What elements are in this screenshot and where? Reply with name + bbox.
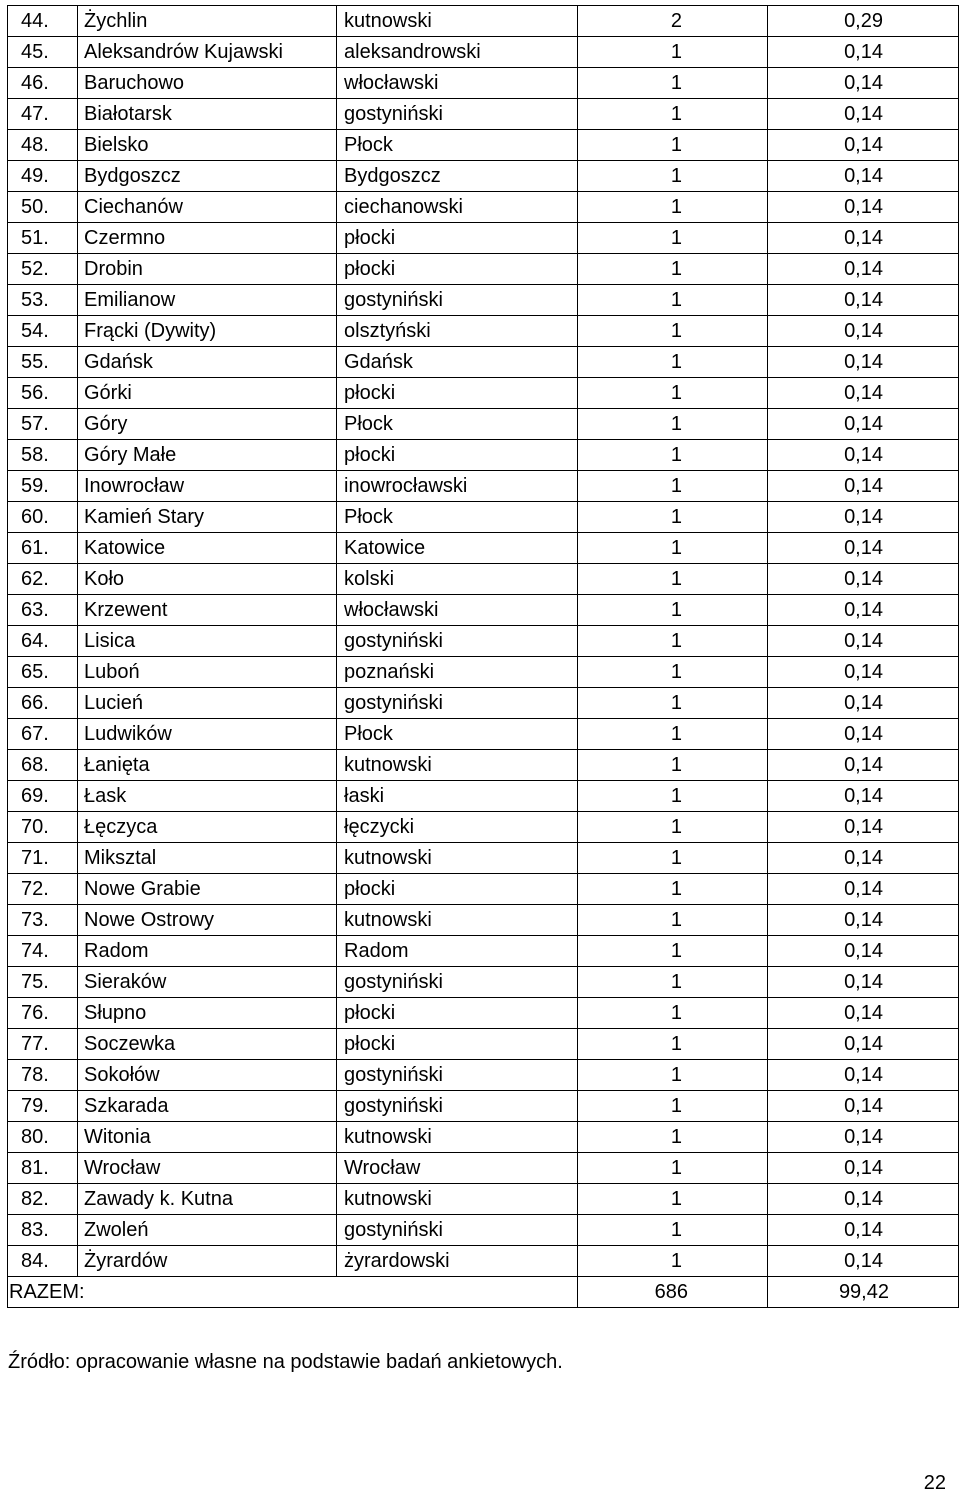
respondent-count: 1 (578, 99, 768, 130)
row-number: 57. (8, 409, 78, 440)
locations-table (7, 5, 959, 1308)
percent-share: 0,14 (768, 285, 959, 316)
respondent-count: 1 (578, 657, 768, 688)
percent-share: 0,14 (768, 378, 959, 409)
place-name: Łanięta (78, 750, 337, 781)
table-row (8, 316, 959, 347)
district-name: gostyniński (337, 626, 578, 657)
district-name: gostyniński (337, 99, 578, 130)
table-row (8, 347, 959, 378)
table-row (8, 533, 959, 564)
place-name: Miksztal (78, 843, 337, 874)
row-number: 81. (8, 1153, 78, 1184)
row-number: 74. (8, 936, 78, 967)
row-number: 63. (8, 595, 78, 626)
respondent-count: 1 (578, 998, 768, 1029)
percent-share: 0,14 (768, 564, 959, 595)
district-name: Bydgoszcz (337, 161, 578, 192)
respondent-count: 1 (578, 378, 768, 409)
table-row (8, 874, 959, 905)
place-name: Krzewent (78, 595, 337, 626)
table-row (8, 1122, 959, 1153)
district-name: żyrardowski (337, 1246, 578, 1277)
place-name: Radom (78, 936, 337, 967)
respondent-count: 1 (578, 874, 768, 905)
row-number: 46. (8, 68, 78, 99)
percent-share: 0,14 (768, 409, 959, 440)
row-number: 72. (8, 874, 78, 905)
percent-share: 0,14 (768, 192, 959, 223)
table-row (8, 1029, 959, 1060)
place-name: Sieraków (78, 967, 337, 998)
table-body (8, 6, 959, 1277)
respondent-count: 1 (578, 595, 768, 626)
row-number: 71. (8, 843, 78, 874)
row-number: 61. (8, 533, 78, 564)
row-number: 56. (8, 378, 78, 409)
row-number: 47. (8, 99, 78, 130)
district-name: łęczycki (337, 812, 578, 843)
respondent-count: 1 (578, 843, 768, 874)
respondent-count: 1 (578, 347, 768, 378)
place-name: Słupno (78, 998, 337, 1029)
district-name: kutnowski (337, 6, 578, 37)
respondent-count: 1 (578, 409, 768, 440)
table-row (8, 223, 959, 254)
row-number: 44. (8, 6, 78, 37)
district-name: płocki (337, 440, 578, 471)
place-name: Góry Małe (78, 440, 337, 471)
place-name: Bydgoszcz (78, 161, 337, 192)
percent-share: 0,14 (768, 130, 959, 161)
place-name: Łęczyca (78, 812, 337, 843)
percent-share: 0,14 (768, 1184, 959, 1215)
respondent-count: 1 (578, 967, 768, 998)
percent-share: 0,14 (768, 161, 959, 192)
percent-share: 0,14 (768, 750, 959, 781)
place-name: Kamień Stary (78, 502, 337, 533)
district-name: włocławski (337, 68, 578, 99)
district-name: płocki (337, 1029, 578, 1060)
percent-share: 0,14 (768, 719, 959, 750)
place-name: Żyrardów (78, 1246, 337, 1277)
percent-share: 0,14 (768, 471, 959, 502)
respondent-count: 1 (578, 1060, 768, 1091)
table-row (8, 812, 959, 843)
total-percent: 99,42 (768, 1277, 959, 1308)
table-row (8, 1246, 959, 1277)
district-name: kutnowski (337, 843, 578, 874)
percent-share: 0,14 (768, 316, 959, 347)
respondent-count: 1 (578, 254, 768, 285)
row-number: 49. (8, 161, 78, 192)
row-number: 70. (8, 812, 78, 843)
respondent-count: 2 (578, 6, 768, 37)
respondent-count: 1 (578, 1122, 768, 1153)
district-name: gostyniński (337, 285, 578, 316)
place-name: Zwoleń (78, 1215, 337, 1246)
district-name: kutnowski (337, 1184, 578, 1215)
district-name: płocki (337, 874, 578, 905)
total-row (8, 1277, 959, 1308)
place-name: Aleksandrów Kujawski (78, 37, 337, 68)
table-row (8, 750, 959, 781)
place-name: Ludwików (78, 719, 337, 750)
place-name: Koło (78, 564, 337, 595)
row-number: 67. (8, 719, 78, 750)
percent-share: 0,14 (768, 1060, 959, 1091)
district-name: kolski (337, 564, 578, 595)
place-name: Nowe Grabie (78, 874, 337, 905)
table-row (8, 68, 959, 99)
table-row (8, 967, 959, 998)
district-name: płocki (337, 378, 578, 409)
row-number: 58. (8, 440, 78, 471)
place-name: Baruchowo (78, 68, 337, 99)
row-number: 62. (8, 564, 78, 595)
percent-share: 0,14 (768, 688, 959, 719)
row-number: 55. (8, 347, 78, 378)
table-row (8, 719, 959, 750)
respondent-count: 1 (578, 161, 768, 192)
table-row (8, 843, 959, 874)
table-row (8, 998, 959, 1029)
place-name: Górki (78, 378, 337, 409)
table-row (8, 378, 959, 409)
percent-share: 0,14 (768, 781, 959, 812)
percent-share: 0,14 (768, 905, 959, 936)
table-row (8, 471, 959, 502)
row-number: 80. (8, 1122, 78, 1153)
table-row (8, 657, 959, 688)
place-name: Góry (78, 409, 337, 440)
percent-share: 0,14 (768, 874, 959, 905)
table-row (8, 99, 959, 130)
respondent-count: 1 (578, 1246, 768, 1277)
table-row (8, 440, 959, 471)
respondent-count: 1 (578, 905, 768, 936)
percent-share: 0,14 (768, 99, 959, 130)
district-name: Katowice (337, 533, 578, 564)
percent-share: 0,14 (768, 998, 959, 1029)
respondent-count: 1 (578, 440, 768, 471)
table-row (8, 409, 959, 440)
respondent-count: 1 (578, 719, 768, 750)
place-name: Emilianow (78, 285, 337, 316)
total-count: 686 (578, 1277, 768, 1308)
percent-share: 0,14 (768, 1091, 959, 1122)
district-name: gostyniński (337, 967, 578, 998)
table-row (8, 1060, 959, 1091)
row-number: 51. (8, 223, 78, 254)
respondent-count: 1 (578, 285, 768, 316)
table-row (8, 161, 959, 192)
respondent-count: 1 (578, 781, 768, 812)
row-number: 75. (8, 967, 78, 998)
percent-share: 0,14 (768, 254, 959, 285)
percent-share: 0,14 (768, 595, 959, 626)
place-name: Katowice (78, 533, 337, 564)
table-row (8, 595, 959, 626)
district-name: gostyniński (337, 1215, 578, 1246)
percent-share: 0,14 (768, 440, 959, 471)
percent-share: 0,14 (768, 1215, 959, 1246)
row-number: 59. (8, 471, 78, 502)
respondent-count: 1 (578, 626, 768, 657)
district-name: kutnowski (337, 750, 578, 781)
respondent-count: 1 (578, 1215, 768, 1246)
percent-share: 0,14 (768, 1153, 959, 1184)
row-number: 60. (8, 502, 78, 533)
respondent-count: 1 (578, 688, 768, 719)
place-name: Łask (78, 781, 337, 812)
percent-share: 0,14 (768, 626, 959, 657)
place-name: Lisica (78, 626, 337, 657)
district-name: ciechanowski (337, 192, 578, 223)
row-number: 68. (8, 750, 78, 781)
row-number: 45. (8, 37, 78, 68)
table-row (8, 781, 959, 812)
respondent-count: 1 (578, 68, 768, 99)
district-name: włocławski (337, 595, 578, 626)
respondent-count: 1 (578, 1153, 768, 1184)
district-name: Wrocław (337, 1153, 578, 1184)
table-row (8, 626, 959, 657)
row-number: 69. (8, 781, 78, 812)
place-name: Bielsko (78, 130, 337, 161)
respondent-count: 1 (578, 750, 768, 781)
respondent-count: 1 (578, 1029, 768, 1060)
percent-share: 0,14 (768, 347, 959, 378)
table-row (8, 254, 959, 285)
respondent-count: 1 (578, 564, 768, 595)
percent-share: 0,14 (768, 68, 959, 99)
district-name: inowrocławski (337, 471, 578, 502)
total-label: RAZEM: (8, 1277, 578, 1308)
page-number: 22 (923, 1472, 946, 1494)
place-name: Inowrocław (78, 471, 337, 502)
table-row (8, 285, 959, 316)
row-number: 54. (8, 316, 78, 347)
place-name: Ciechanów (78, 192, 337, 223)
row-number: 78. (8, 1060, 78, 1091)
respondent-count: 1 (578, 1091, 768, 1122)
district-name: Radom (337, 936, 578, 967)
table-row (8, 37, 959, 68)
place-name: Luboń (78, 657, 337, 688)
place-name: Frącki (Dywity) (78, 316, 337, 347)
place-name: Nowe Ostrowy (78, 905, 337, 936)
table-row (8, 1184, 959, 1215)
table-row (8, 192, 959, 223)
district-name: gostyniński (337, 1060, 578, 1091)
source-note: Źródło: opracowanie własne na podstawie badań ankietowych. (8, 1351, 563, 1373)
table-row (8, 1215, 959, 1246)
district-name: Płock (337, 130, 578, 161)
table-row (8, 564, 959, 595)
table-row (8, 688, 959, 719)
percent-share: 0,14 (768, 223, 959, 254)
district-name: płocki (337, 998, 578, 1029)
district-name: kutnowski (337, 905, 578, 936)
table-row (8, 6, 959, 37)
row-number: 84. (8, 1246, 78, 1277)
district-name: Płock (337, 502, 578, 533)
percent-share: 0,14 (768, 533, 959, 564)
row-number: 53. (8, 285, 78, 316)
row-number: 82. (8, 1184, 78, 1215)
place-name: Drobin (78, 254, 337, 285)
percent-share: 0,14 (768, 843, 959, 874)
percent-share: 0,14 (768, 1122, 959, 1153)
district-name: kutnowski (337, 1122, 578, 1153)
place-name: Gdańsk (78, 347, 337, 378)
place-name: Żychlin (78, 6, 337, 37)
table-row (8, 502, 959, 533)
row-number: 77. (8, 1029, 78, 1060)
table-row (8, 130, 959, 161)
respondent-count: 1 (578, 223, 768, 254)
percent-share: 0,14 (768, 967, 959, 998)
percent-share: 0,29 (768, 6, 959, 37)
percent-share: 0,14 (768, 812, 959, 843)
respondent-count: 1 (578, 130, 768, 161)
respondent-count: 1 (578, 192, 768, 223)
table-row (8, 936, 959, 967)
place-name: Lucień (78, 688, 337, 719)
row-number: 65. (8, 657, 78, 688)
place-name: Czermno (78, 223, 337, 254)
respondent-count: 1 (578, 812, 768, 843)
district-name: płocki (337, 223, 578, 254)
row-number: 66. (8, 688, 78, 719)
respondent-count: 1 (578, 533, 768, 564)
table-row (8, 905, 959, 936)
percent-share: 0,14 (768, 657, 959, 688)
respondent-count: 1 (578, 1184, 768, 1215)
district-name: Gdańsk (337, 347, 578, 378)
row-number: 76. (8, 998, 78, 1029)
row-number: 50. (8, 192, 78, 223)
place-name: Soczewka (78, 1029, 337, 1060)
respondent-count: 1 (578, 471, 768, 502)
place-name: Witonia (78, 1122, 337, 1153)
district-name: poznański (337, 657, 578, 688)
row-number: 52. (8, 254, 78, 285)
respondent-count: 1 (578, 316, 768, 347)
row-number: 73. (8, 905, 78, 936)
row-number: 83. (8, 1215, 78, 1246)
respondent-count: 1 (578, 37, 768, 68)
district-name: łaski (337, 781, 578, 812)
percent-share: 0,14 (768, 1246, 959, 1277)
district-name: Płock (337, 409, 578, 440)
percent-share: 0,14 (768, 936, 959, 967)
respondent-count: 1 (578, 936, 768, 967)
table-row (8, 1091, 959, 1122)
row-number: 48. (8, 130, 78, 161)
place-name: Wrocław (78, 1153, 337, 1184)
respondent-count: 1 (578, 502, 768, 533)
table-row (8, 1153, 959, 1184)
place-name: Białotarsk (78, 99, 337, 130)
row-number: 64. (8, 626, 78, 657)
place-name: Zawady k. Kutna (78, 1184, 337, 1215)
place-name: Szkarada (78, 1091, 337, 1122)
row-number: 79. (8, 1091, 78, 1122)
district-name: Płock (337, 719, 578, 750)
district-name: gostyniński (337, 1091, 578, 1122)
place-name: Sokołów (78, 1060, 337, 1091)
district-name: olsztyński (337, 316, 578, 347)
percent-share: 0,14 (768, 37, 959, 68)
district-name: płocki (337, 254, 578, 285)
district-name: aleksandrowski (337, 37, 578, 68)
district-name: gostyniński (337, 688, 578, 719)
percent-share: 0,14 (768, 1029, 959, 1060)
percent-share: 0,14 (768, 502, 959, 533)
